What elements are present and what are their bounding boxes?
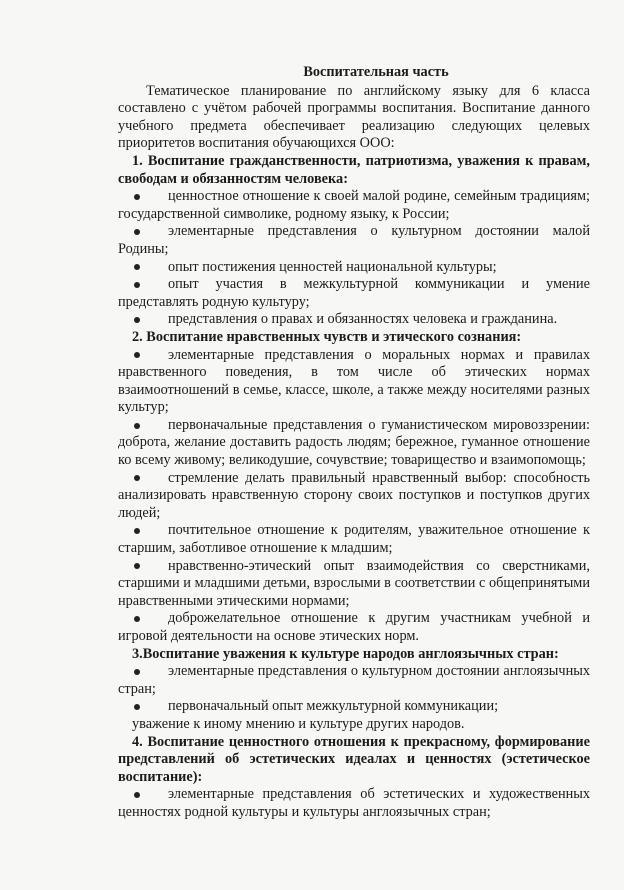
list-item: первоначальные представления о гуманистическом мировоззрении: доброта, желание доставить радость людям; бережное, гуманное отношение ко всему живому; великодушие, сочувствие; товарищество и взаимопомощь; xyxy=(118,416,590,469)
intro-paragraph: Тематическое планирование по английскому языку для 6 класса составлено с учётом рабочей программы воспитания. Воспитание данного учебного предмета обеспечивает реализацию следующих целевых приоритетов воспитания обучающихся ООО: xyxy=(118,82,590,152)
section-heading: 1. Воспитание гражданственности, патриотизма, уважения к правам, свободам и обязанностям человека: xyxy=(118,152,590,187)
section-heading: 4. Воспитание ценностного отношения к прекрасному, формирование представлений об эстетических идеалах и ценностях (эстетическое воспитание): xyxy=(118,733,590,785)
section-heading: 3.Воспитание уважения к культуре народов англоязычных стран: xyxy=(132,645,559,662)
list-item: стремление делать правильный нравственный выбор: способность анализировать нравственную сторону своих поступков и поступков других людей; xyxy=(118,469,590,521)
list-item: почтительное отношение к родителям, уважительное отношение к старшим, заботливое отношение к младшим; xyxy=(118,522,590,557)
page-title: Воспитательная часть xyxy=(303,64,449,80)
bullet-icon xyxy=(132,558,168,576)
plain-line: уважение к иному мнению и культуре других народов. xyxy=(132,715,465,732)
list-item: доброжелательное отношение к другим участникам учебной и игровой деятельности на основе этических норм. xyxy=(118,610,590,644)
bullet-icon xyxy=(132,259,168,277)
bullet-icon xyxy=(132,698,168,716)
list-item: элементарные представления о культурном достоянии англоязычных стран; xyxy=(118,663,590,697)
list-item: элементарные представления об эстетических и художественных ценностях родной культуры и культуры англоязычных стран; xyxy=(118,786,590,820)
bullet-icon xyxy=(132,311,168,329)
bullet-icon xyxy=(132,347,168,365)
bullet-icon xyxy=(132,223,168,241)
bullet-icon xyxy=(132,188,168,206)
bullet-icon xyxy=(132,417,168,435)
list-item: ценностное отношение к своей малой родине, семейным традициям; государственной символике, родному языку, к России; xyxy=(118,188,590,222)
list-item: первоначальный опыт межкультурной коммуникации; xyxy=(118,698,590,716)
list-item: элементарные представления о культурном достоянии малой Родины; xyxy=(118,223,590,257)
list-item: элементарные представления о моральных нормах и правилах нравственного поведения, в том числе об этических нормах взаимоотношений в семье, классе, школе, а также между носителями разных культур; xyxy=(118,346,590,416)
bullet-icon xyxy=(132,470,168,488)
section-heading: 2. Воспитание нравственных чувств и этического сознания: xyxy=(132,328,522,345)
list-item: нравственно-этический опыт взаимодействия со сверстниками, старшими и младшими детьми, взрослыми в соответствии с общепринятыми нравственными этическими нормами; xyxy=(118,557,590,609)
list-item: представления о правах и обязанностях человека и гражданина. xyxy=(118,311,590,329)
bullet-icon xyxy=(132,786,168,804)
bullet-icon xyxy=(132,663,168,681)
bullet-icon xyxy=(132,610,168,628)
list-item: опыт участия в межкультурной коммуникации и умение представлять родную культуру; xyxy=(118,276,590,310)
bullet-icon xyxy=(132,522,168,540)
bullet-icon xyxy=(132,276,168,294)
list-item: опыт постижения ценностей национальной культуры; xyxy=(118,259,590,277)
